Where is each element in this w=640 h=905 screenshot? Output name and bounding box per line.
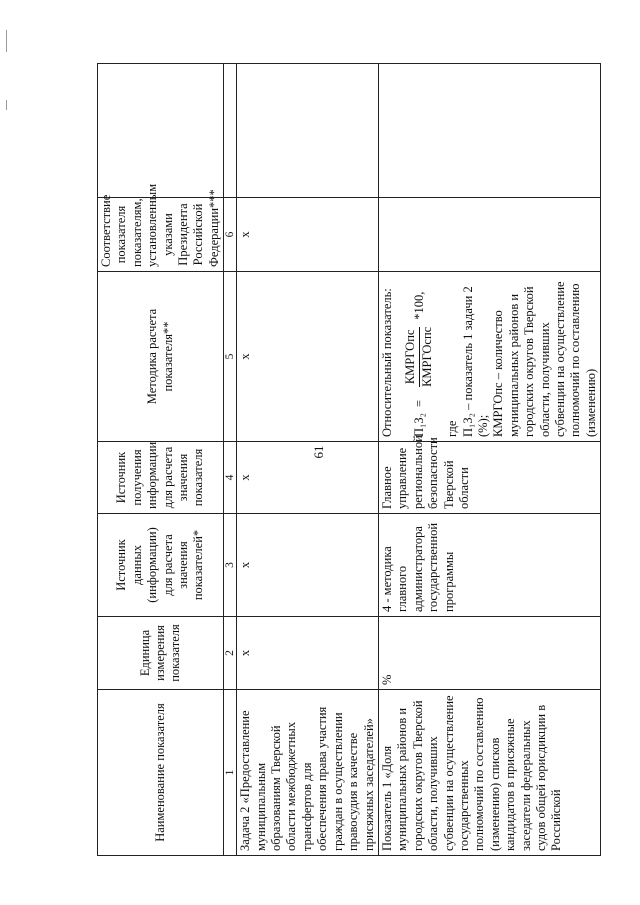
indicator-row <box>378 64 600 856</box>
header-unit: Единица измерения показателя <box>98 617 224 690</box>
indicator-table <box>97 63 601 856</box>
method-formula <box>403 276 435 437</box>
indicator-compliance <box>378 198 600 272</box>
indicator-method <box>378 272 600 442</box>
header-source-info: Источник получения информации для расчета значения показателя <box>98 442 224 514</box>
task-name: Задача 2 «Предоставление муниципальным образованиям Тверской области межбюджетных трансфертов для обеспечения права участия граждан в осуществлении правосудия в качестве присяжных заседателей» <box>237 690 379 856</box>
scan-edge-mark <box>6 30 7 52</box>
indicator-extra <box>378 64 600 198</box>
formula-multiplier: *100, <box>411 291 426 320</box>
header-extra <box>98 64 224 198</box>
formula-numerator: КМРГОпс <box>403 327 419 388</box>
indicator-unit: % <box>378 617 600 690</box>
header-row <box>98 64 224 856</box>
task-source-data: х <box>237 514 379 617</box>
column-number: 5 <box>224 272 237 442</box>
column-number <box>224 64 237 198</box>
page-number: 61 <box>311 445 326 459</box>
task-extra <box>237 64 379 198</box>
header-name: Наименование показателя <box>98 690 224 856</box>
method-intro: Относительный показатель: <box>379 288 394 437</box>
header-compliance: Соответствие показателя показателям, установленным указами Президента Российской Федерации*** <box>98 198 224 272</box>
column-number-row <box>224 64 237 856</box>
task-method: х <box>237 272 379 442</box>
indicator-source-info: Главное управление региональной безопасности Тверской области <box>378 442 600 514</box>
task-source-info: х <box>237 442 379 514</box>
rotated-table-container <box>97 64 598 856</box>
method-definition-2: КМРГОпс – количество муниципальных районов и городских округов Тверской области, получивших субвенции на осуществление полномочий по составлению (изменению) <box>491 281 598 437</box>
column-number: 6 <box>224 198 237 272</box>
indicator-source-data: 4 - методика главного администратора государственной программы <box>378 514 600 617</box>
column-number: 1 <box>224 690 237 856</box>
method-where: где <box>445 420 460 437</box>
header-source-data: Источник данных (информации) для расчета значения показателей* <box>98 514 224 617</box>
scan-edge-mark <box>6 100 7 110</box>
indicator-name: Показатель 1 «Доля муниципальных районов и городских округов Тверской области, получивших субвенции на осуществление государственных полномочий по составлению (изменению) списков кандидатов в присяжные заседатели федеральных судов общей юрисдикции в Российской <box>378 690 600 856</box>
column-number: 4 <box>224 442 237 514</box>
column-number: 3 <box>224 514 237 617</box>
column-number: 2 <box>224 617 237 690</box>
formula-equals: = <box>411 399 426 407</box>
formula-fraction <box>403 324 435 390</box>
header-method: Методика расчета показателя** <box>98 272 224 442</box>
task-compliance: х <box>237 198 379 272</box>
formula-denominator: КМРГОспс <box>419 326 434 387</box>
task-unit: х <box>237 617 379 690</box>
method-definition-1: П₁З₂ – показатель 1 задачи 2 (%); <box>460 286 490 437</box>
task-row <box>237 64 379 856</box>
formula-lhs: П₁З₂ <box>411 412 426 437</box>
